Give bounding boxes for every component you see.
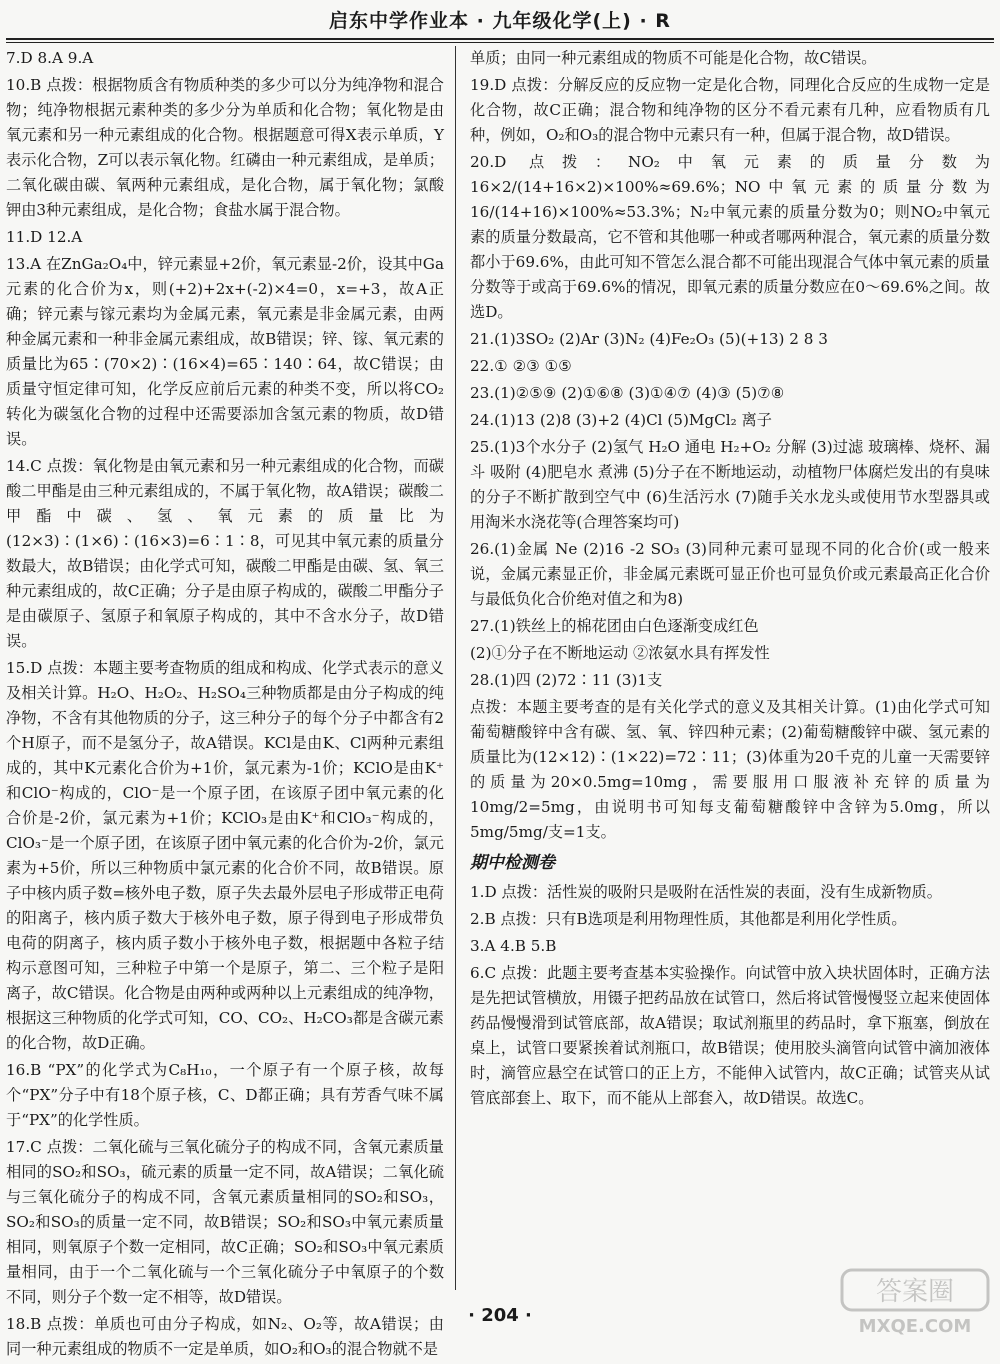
answer-20: 20.D 点拨：NO₂中氧元素的质量分数为16×2/(14+16×2)×100%≈69.6%；NO中氧元素的质量分数为16/(14+16)×100%≈53.3%；N₂中氧元素的质量分数为0；则NO₂中氧元素的质量分数最高，它不管和其他哪一种或者哪两种混合，氧元素的质量分数都小于69.6%，由此可知不管怎么混合都不可能出现混合气体中氧元素的质量分数等于或高于69.6%的情况，即氧元素的质量分数应在0～69.6%之间。故选D。 xyxy=(470,153,990,321)
midterm-answer-2: 2.B 点拨：只有B选项是利用物理性质，其他都是利用化学性质。 xyxy=(470,910,907,928)
answer-21: 21.(1)3SO₂ (2)Ar (3)N₂ (4)Fe₂O₃ (5)(+13) 2 8 3 xyxy=(470,330,828,348)
answer-18-cont: 单质；由同一种元素组成的物质不可能是化合物，故C错误。 xyxy=(470,49,877,67)
answer-26: 26.(1)金属 Ne (2)16 -2 SO₃ (3)同种元素可显现不同的化合价(或一般来说，金属元素显正价，非金属元素既可显正价也可显负价或元素最高正化合价与最低负化合价绝对值之和为8) xyxy=(470,540,990,608)
answer-19: 19.D 点拨：分解反应的反应物一定是化合物，同理化合反应的生成物一定是化合物，故C正确；混合物和纯净物的区分不看元素有几种，应看物质有几种，例如，O₂和O₃的混合物中元素只有一种，但属于混合物，故D错误。 xyxy=(470,76,990,144)
answer-11-12: 11.D 12.A xyxy=(6,228,83,246)
midterm-answer-1: 1.D 点拨：活性炭的吸附只是吸附在活性炭的表面，没有生成新物质。 xyxy=(470,883,942,901)
answer-14: 14.C 点拨：氧化物是由氧元素和另一种元素组成的化合物，而碳酸二甲酯是由三种元素组成的，不属于氧化物，故A错误；碳酸二甲酯中碳、氢、氧元素的质量比为(12×3)∶(1×6)∶(16×3)=6∶1∶8，可见其中氧元素的质量分数最大，故B错误；由化学式可知，碳酸二甲酯是由碳、氢、氧三种元素组成的，故C正确；分子是由原子构成的，碳酸二甲酯分子是由碳原子、氢原子和氧原子构成的，其中不含水分子，故D错误。 xyxy=(6,457,444,650)
answer-22: 22.① ②③ ①⑤ xyxy=(470,357,572,375)
watermark-logo xyxy=(840,1268,990,1338)
header-rule xyxy=(6,38,994,43)
left-column xyxy=(6,46,444,1364)
midterm-answer-6: 6.C 点拨：此题主要考查基本实验操作。向试管中放入块状固体时，正确方法是先把试管横放，用镊子把药品放在试管口，然后将试管慢慢竖立起来使固体药品慢慢滑到试管底部，故A错误；取试剂瓶里的药品时，拿下瓶塞，倒放在桌上，试管口要紧挨着试剂瓶口，故B错误；使用胶头滴管向试管中滴加液体时，滴管应悬空在试管口的正上方，不能伸入试管内，故C正确；试管夹从试管底部套上、取下，而不能从上部套入，故D错误。故选C。 xyxy=(470,964,990,1107)
page-number: · 204 · xyxy=(468,1305,532,1326)
answer-24: 24.(1)13 (2)8 (3)+2 (4)Cl (5)MgCl₂ 离子 xyxy=(470,411,772,429)
svg-text:MXQE.COM: MXQE.COM xyxy=(858,1316,972,1337)
answer-27-2: (2)①分子在不断地运动 ②浓氨水具有挥发性 xyxy=(470,644,770,662)
right-column xyxy=(470,46,990,1113)
column-divider xyxy=(455,46,456,1290)
answer-15: 15.D 点拨：本题主要考查物质的组成和构成、化学式表示的意义及相关计算。H₂O、H₂O₂、H₂SO₄三种物质都是由分子构成的纯净物，不含有其他物质的分子，这三种分子的每个分子中都含有2个H原子，而不是氢分子，故A错误。KCl是由K、Cl两种元素组成的，其中K元素化合价为+1价，氯元素为-1价；KClO是由K⁺和ClO⁻构成的，ClO⁻是一个原子团，在该原子团中氧元素的化合价是-2价，氯元素为+1价；KClO₃是由K⁺和ClO₃⁻构成的，ClO₃⁻是一个原子团，在该原子团中氧元素的化合价为-2价，氯元素为+5价，所以三种物质中氯元素的化合价不同，故B错误。原子中核内质子数=核外电子数，原子失去最外层电子形成带正电荷的阳离子，核内质子数大于核外电子数，原子得到电子形成带负电荷的阴离子，核内质子数小于核外电子数，根据题中各粒子结构示意图可知，三种粒子中第一个是原子，第二、三个粒子是阳离子，故C错误。化合物是由两种或两种以上元素组成的纯净物，根据这三种物质的化学式可知，CO、CO₂、H₂CO₃都是含碳元素的化合物，故D正确。 xyxy=(6,659,444,1052)
page-header: 启东中学作业本 · 九年级化学(上) · R xyxy=(329,10,671,32)
answer-28: 28.(1)四 (2)72∶11 (3)1支 xyxy=(470,671,663,689)
answer-16: 16.B “PX”的化学式为C₈H₁₀，一个原子有一个原子核，故每个“PX”分子中有18个原子核，C、D都正确；具有芳香气味不属于“PX”的化学性质。 xyxy=(6,1061,444,1129)
answer-13: 13.A 在ZnGa₂O₄中，锌元素显+2价，氧元素显-2价，设其中Ga元素的化合价为x，则(+2)+2x+(-2)×4=0，x=+3，故A正确；锌元素与镓元素均为金属元素，氧元素是非金属元素，由两种金属元素和一种非金属元素组成，故B错误；锌、镓、氧元素的质量比为65∶(70×2)∶(16×4)=65∶140∶64，故C错误；由质量守恒定律可知，化学反应前后元素的种类不变，所以将CO₂转化为碳氢化合物的过程中还需要添加含氢元素的物质，故D错误。 xyxy=(6,255,444,448)
answer-10: 10.B 点拨：根据物质含有物质种类的多少可以分为纯净物和混合物；纯净物根据元素种类的多少分为单质和化合物；氧化物是由氧元素和另一种元素组成的化合物。根据题意可得X表示单质，Y表示化合物，Z可以表示氧化物。红磷由一种元素组成，是单质；二氧化碳由碳、氧两种元素组成，是化合物，属于氧化物；氯酸钾由3种元素组成，是化合物；食盐水属于混合物。 xyxy=(6,76,444,219)
section-title-midterm: 期中检测卷 xyxy=(470,853,555,873)
answer-7-9: 7.D 8.A 9.A xyxy=(6,49,94,67)
answer-17: 17.C 点拨：二氧化硫与三氧化硫分子的构成不同，含氧元素质量相同的SO₂和SO₃，硫元素的质量一定不同，故A错误；二氧化硫与三氧化硫分子的构成不同，含氧元素质量相同的SO₂和SO₃，SO₂和SO₃的质量一定不同，故B错误；SO₂和SO₃中氧元素质量相同，则氧原子个数一定相同，故C正确；SO₂和SO₃中氧元素质量相同，由于一个二氧化硫与一个三氧化硫分子中氧原子的个数不同，则分子个数一定不相等，故D错误。 xyxy=(6,1138,444,1306)
svg-text:答案圈: 答案圈 xyxy=(875,1277,955,1307)
answer-27: 27.(1)铁丝上的棉花团由白色逐渐变成红色 xyxy=(470,617,759,635)
answer-25: 25.(1)3个水分子 (2)氢气 H₂O 通电 H₂+O₂ 分解 (3)过滤 玻璃棒、烧杯、漏斗 吸附 (4)肥皂水 煮沸 (5)分子在不断地运动，动植物尸体腐烂发出的有臭味的分子不断扩散到空气中 (6)生活污水 (7)随手关水龙头或使用节水型器具或用淘米水浇花等(合理答案均可) xyxy=(470,438,990,531)
answer-18: 18.B 点拨：单质也可由分子构成，如N₂、O₂等，故A错误；由同一种元素组成的物质不一定是单质，如O₂和O₃的混合物就不是 xyxy=(6,1315,444,1358)
midterm-answer-3-5: 3.A 4.B 5.B xyxy=(470,937,557,955)
answer-28-tip: 点拨：本题主要考查的是有关化学式的意义及其相关计算。(1)由化学式可知葡萄糖酸锌中含有碳、氢、氧、锌四种元素；(2)葡萄糖酸锌中碳、氢元素的质量比为(12×12)∶(1×22)=72∶11；(3)体重为20千克的儿童一天需要锌的质量为20×0.5mg=10mg，需要服用口服液补充锌的质量为10mg/2=5mg，由说明书可知每支葡萄糖酸锌中含锌为5.0mg，所以5mg/5mg/支=1支。 xyxy=(470,698,990,841)
answer-23: 23.(1)②⑤⑨ (2)①⑥⑧ (3)①④⑦ (4)③ (5)⑦⑧ xyxy=(470,384,785,402)
